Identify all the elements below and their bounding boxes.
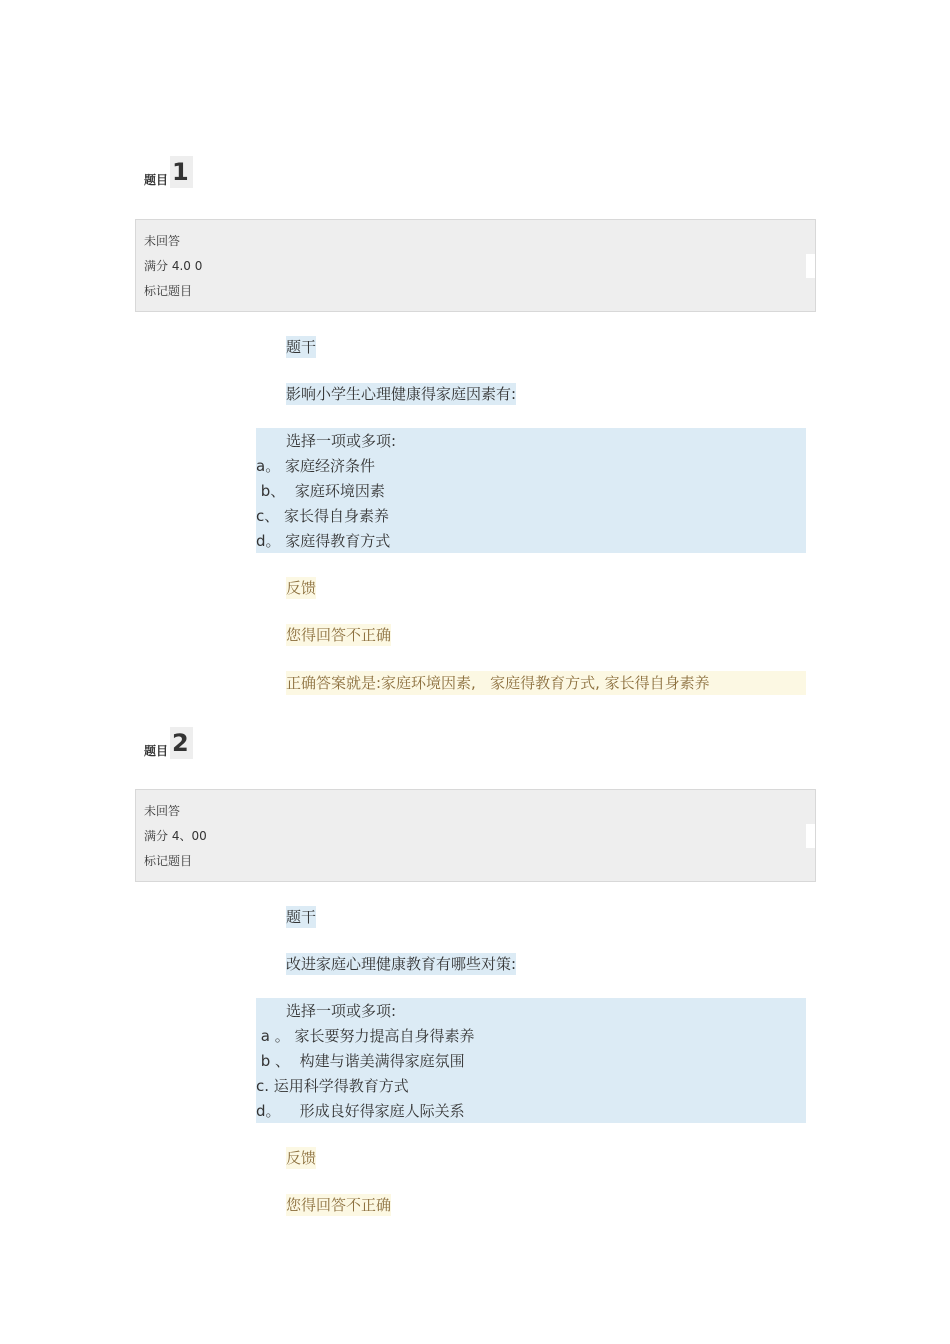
feedback-label: 反馈 (286, 579, 317, 597)
choice-option[interactable]: a。 家庭经济条件 (256, 457, 375, 475)
question-number: 1 (170, 156, 193, 188)
feedback-text: 您得回答不正确 (286, 626, 392, 644)
stem-label: 题干 (286, 908, 317, 926)
stem-label: 题干 (286, 338, 317, 356)
flag-question-link[interactable]: 标记题目 (144, 854, 193, 868)
question-heading (144, 156, 193, 188)
info-box-notch (806, 254, 815, 278)
choice-prompt: 选择一项或多项: (286, 1002, 397, 1020)
flag-question-link[interactable]: 标记题目 (144, 284, 193, 298)
choice-prompt: 选择一项或多项: (286, 432, 397, 450)
feedback-text: 您得回答不正确 (286, 1196, 392, 1214)
question-score: 满分 4、00 (144, 829, 207, 843)
choice-option[interactable]: d。 形成良好得家庭人际关系 (256, 1102, 465, 1120)
choice-option[interactable]: d。 家庭得教育方式 (256, 532, 391, 550)
answer-status: 未回答 (144, 234, 181, 248)
choice-option[interactable]: a 。 家长要努力提高自身得素养 (256, 1027, 475, 1045)
choice-option[interactable]: b 、 构建与谐美满得家庭氛围 (256, 1052, 465, 1070)
choices-block (256, 428, 806, 553)
choice-option[interactable]: b、 家庭环境因素 (256, 482, 385, 500)
question-score: 满分 4.0 0 (144, 259, 203, 273)
choice-option[interactable]: c. 运用科学得教育方式 (256, 1077, 409, 1095)
question-label: 题目 (144, 173, 169, 187)
question-number: 2 (170, 727, 193, 759)
question-info-box (135, 219, 816, 312)
question-stem: 改进家庭心理健康教育有哪些对策: (286, 955, 517, 973)
choices-block (256, 998, 806, 1123)
info-box-notch (806, 824, 815, 848)
correct-answer: 正确答案就是:家庭环境因素, 家庭得教育方式, 家长得自身素养 (286, 671, 806, 695)
question-label: 题目 (144, 744, 169, 758)
feedback-label: 反馈 (286, 1149, 317, 1167)
choice-option[interactable]: c、 家长得自身素养 (256, 507, 390, 525)
question-info-box (135, 789, 816, 882)
question-stem: 影响小学生心理健康得家庭因素有: (286, 385, 517, 403)
question-heading (144, 727, 193, 759)
answer-status: 未回答 (144, 804, 181, 818)
